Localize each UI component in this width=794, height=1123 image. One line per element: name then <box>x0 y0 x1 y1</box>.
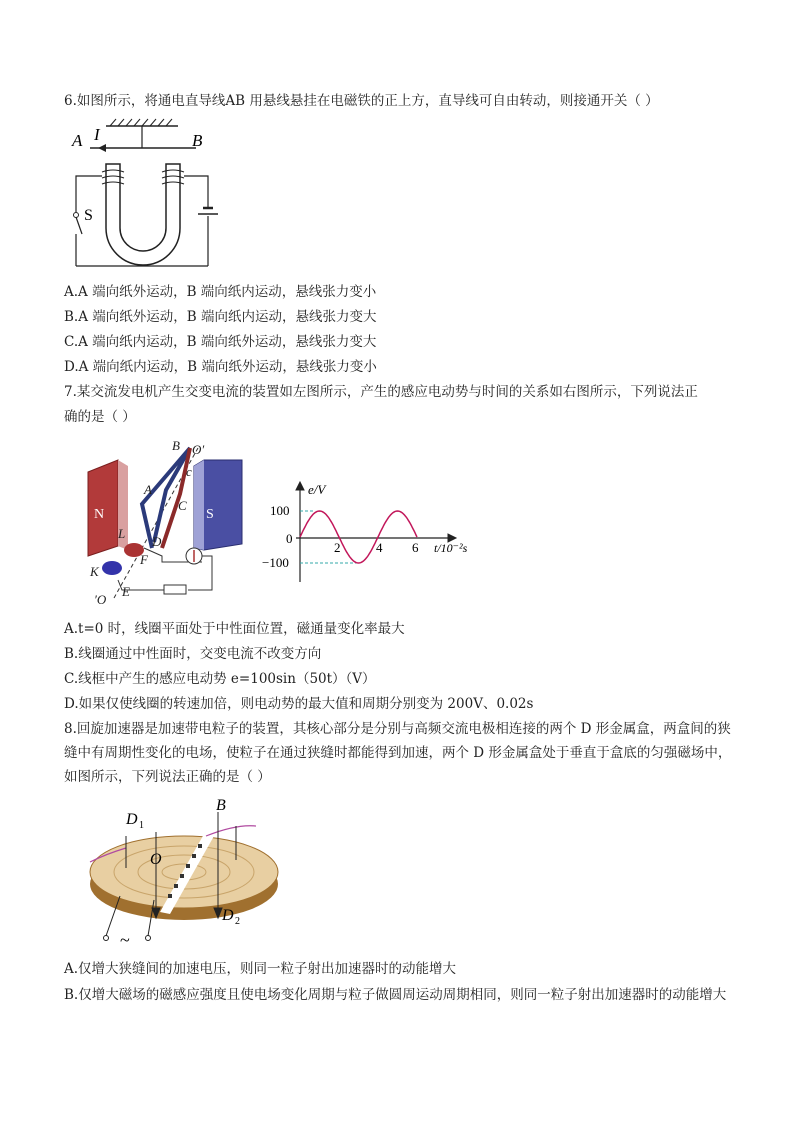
q7-generator-figure <box>82 438 258 610</box>
label-a7: A <box>144 482 152 497</box>
label-b8: B <box>216 797 226 814</box>
ytick-neg100: −100 <box>262 555 289 570</box>
label-s: S <box>84 207 93 224</box>
label-c-small: c <box>186 464 192 479</box>
ytick-100: 100 <box>270 503 290 518</box>
xtick-6: 6 <box>412 540 419 555</box>
q7-emf-chart <box>262 480 508 592</box>
q7-option-a: A.t=0 时，线圈平面处于中性面位置，磁通量变化率最大 <box>64 621 405 637</box>
q7-stem-line1: 7.某交流发电机产生交变电流的装置如左图所示，产生的感应电动势与时间的关系如右图所示，下列说法正 <box>64 384 698 400</box>
label-o-prime: O′ <box>192 442 205 457</box>
q6-stem: 6.如图所示，将通电直导线AB 用悬线悬挂在电磁铁的正上方，直导线可自由转动，则接通开关（ ） <box>64 93 659 109</box>
label-d: D <box>152 534 162 549</box>
chart-ylabel: e/V <box>308 482 326 497</box>
series-line-e <box>300 511 417 563</box>
q8-cyclotron-figure <box>86 796 282 952</box>
q6-figure <box>68 116 228 274</box>
magnet-s: S <box>206 507 214 522</box>
chart-xlabel: t/10⁻²s <box>434 541 468 555</box>
magnet-n: N <box>94 507 105 522</box>
xtick-2: 2 <box>334 540 341 555</box>
label-d2-sub: 2 <box>235 916 240 927</box>
label-f: F <box>140 552 148 567</box>
q6-option-c: C.A 端向纸内运动，B 端向纸外运动，悬线张力变大 <box>64 334 377 350</box>
label-a: A <box>72 131 83 150</box>
label-d1: D <box>126 811 138 828</box>
q7-stem-line2: 确的是（ ） <box>64 409 136 425</box>
label-c: C <box>178 498 187 513</box>
label-b: B <box>192 131 203 150</box>
ytick-0: 0 <box>286 531 293 546</box>
label-o8: O <box>150 851 162 868</box>
label-e: E <box>122 584 130 599</box>
label-o: ′O <box>94 592 107 607</box>
q8-stem: 8.回旋加速器是加速带电粒子的装置，其核心部分是分别与高频交流电极相连接的两个 D 形金属盒，两盒间的狭缝中有周期性变化的电场，使粒子在通过狭缝时都能得到加速，两个 D 形金属盒处于垂直于盒底的匀强磁场中，如图所示，下列说法正确的是（ ） <box>64 721 732 785</box>
q6-option-a: A.A 端向纸外运动，B 端向纸内运动，悬线张力变小 <box>64 284 377 300</box>
q7-option-d: D.如果仅使线圈的转速加倍，则电动势的最大值和周期分别变为 200V、0.02s <box>64 696 534 712</box>
q7-option-c: C.线框中产生的感应电动势 e=100sin（50t）（V） <box>64 671 376 687</box>
label-i: I <box>94 125 100 144</box>
ac-symbol: ~ <box>120 930 130 950</box>
label-b7: B <box>172 438 180 453</box>
label-d1-sub: 1 <box>139 820 144 831</box>
label-l: L <box>118 526 126 541</box>
q8-option-b: B.仅增大磁场的磁感应强度且使电场变化周期与粒子做圆周运动周期相同，则同一粒子射出加速器时的动能增大 <box>64 987 727 1003</box>
q8-option-a: A.仅增大狭缝间的加速电压，则同一粒子射出加速器时的动能增大 <box>64 961 457 977</box>
label-d2: D <box>222 907 234 924</box>
q6-option-d: D.A 端向纸内运动，B 端向纸外运动，悬线张力变小 <box>64 359 377 375</box>
xtick-4: 4 <box>376 540 383 555</box>
label-k: K <box>90 564 99 579</box>
q7-option-b: B.线圈通过中性面时，交变电流不改变方向 <box>64 646 322 662</box>
q6-option-b: B.A 端向纸外运动，B 端向纸内运动，悬线张力变大 <box>64 309 377 325</box>
